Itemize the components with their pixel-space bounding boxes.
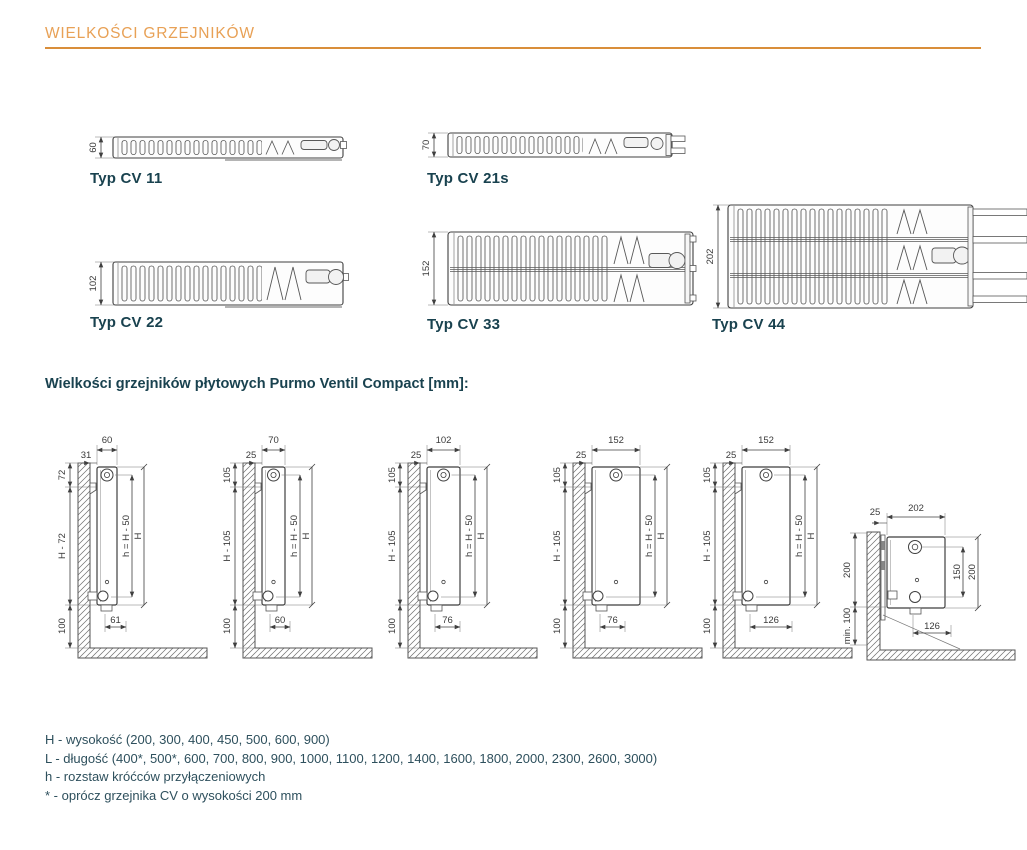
cv11-top-view-diagram bbox=[85, 128, 350, 170]
dim-wall-offset: 25 bbox=[725, 450, 737, 461]
cv33-depth-dim: 152 bbox=[421, 260, 432, 277]
side-view-diagram bbox=[45, 428, 210, 673]
dim-wall-offset: 25 bbox=[245, 450, 257, 461]
cv11-type-label: Typ CV 11 bbox=[90, 170, 163, 187]
dim-wall-offset: 25 bbox=[869, 507, 881, 518]
dim-pipe-spacing: h = H - 50 bbox=[464, 515, 475, 557]
dim-lower: 100 bbox=[222, 618, 233, 634]
dim-upper: 105 bbox=[702, 467, 713, 483]
dim-bottom: 76 bbox=[442, 615, 453, 626]
legend-line-length: L - długość (400*, 500*, 600, 700, 800, 900, 1000, 1100, 1200, 1400, 1600, 1800, 2000, 2300, 2600, 3000) bbox=[45, 750, 658, 766]
dim-top-width: 152 bbox=[608, 435, 624, 446]
cv11-radiator-body bbox=[113, 137, 347, 160]
cv22-radiator-body bbox=[113, 262, 349, 307]
cv44-radiator-body bbox=[728, 205, 1027, 308]
cv44-top-view-diagram bbox=[705, 196, 1027, 314]
page-title: WIELKOŚCI GRZEJNIKÓW bbox=[45, 25, 255, 42]
dim-wall-offset: 25 bbox=[410, 450, 422, 461]
dim-upper: 105 bbox=[387, 467, 398, 483]
radiator-corner-body bbox=[881, 535, 960, 649]
dim-top-width: 152 bbox=[758, 435, 774, 446]
cv44-type-label: Typ CV 44 bbox=[712, 316, 786, 333]
dim-pipe-spacing: h = H - 50 bbox=[289, 515, 300, 557]
dim-pipe-spacing: h = H - 50 bbox=[644, 515, 655, 557]
dim-top-width: 102 bbox=[435, 435, 452, 446]
dim-upper: 72 bbox=[57, 469, 68, 481]
dim-wall-offset: 25 bbox=[575, 450, 587, 461]
cv21s-radiator-body bbox=[448, 133, 685, 157]
dim-pipe-spacing: h = H - 50 bbox=[121, 515, 132, 557]
dim-upper: 105 bbox=[222, 467, 233, 483]
cv22-depth-dim: 102 bbox=[88, 275, 99, 292]
dim-right-inner: 150 bbox=[952, 564, 963, 580]
legend-line-spacing: h - rozstaw króćców przyłączeniowych bbox=[45, 769, 266, 785]
dim-bottom: 60 bbox=[274, 615, 286, 626]
dim-lower: 100 bbox=[552, 618, 563, 634]
dim-mid: H - 105 bbox=[387, 530, 398, 562]
cv44-depth-dim: 202 bbox=[705, 248, 716, 265]
cv11-depth-dim: 60 bbox=[88, 142, 99, 153]
section-heading: Wielkości grzejników płytowych Purmo Ventil Compact [mm]: bbox=[45, 376, 469, 392]
dim-pipe-spacing: h = H - 50 bbox=[794, 515, 805, 557]
dim-upper: 105 bbox=[552, 467, 563, 483]
legend-line-height: H - wysokość (200, 300, 400, 450, 500, 600, 900) bbox=[45, 732, 330, 747]
dim-wall-offset: 31 bbox=[80, 450, 92, 461]
radiator-side-body bbox=[88, 467, 117, 611]
cv33-type-label: Typ CV 33 bbox=[427, 316, 501, 333]
dim-height: H bbox=[656, 532, 667, 540]
legend bbox=[45, 731, 657, 805]
title-underline bbox=[45, 47, 981, 49]
dim-height: H bbox=[476, 532, 487, 540]
dim-lower: 100 bbox=[702, 618, 713, 634]
dim-lower: 100 bbox=[57, 618, 68, 634]
dim-bottom: 76 bbox=[607, 615, 618, 626]
cv21s-top-view-diagram bbox=[418, 122, 690, 168]
side-view-diagram bbox=[210, 428, 375, 673]
dim-mid: H - 105 bbox=[222, 530, 233, 562]
dim-top-width: 70 bbox=[268, 435, 279, 446]
radiator-side-body bbox=[733, 467, 790, 611]
dim-bottom: 126 bbox=[763, 615, 779, 626]
dim-bottom: 126 bbox=[924, 621, 940, 632]
dim-bottom: 61 bbox=[110, 615, 121, 626]
dim-height: H bbox=[301, 532, 312, 540]
cv21s-type-label: Typ CV 21s bbox=[427, 170, 509, 187]
dim-right-outer: 200 bbox=[967, 564, 978, 580]
dim-left-lower: min. 100 bbox=[842, 607, 853, 645]
dim-top-width: 60 bbox=[101, 435, 113, 446]
dim-mid: H - 72 bbox=[57, 533, 68, 559]
dim-mid: H - 105 bbox=[702, 530, 713, 562]
dim-height: H bbox=[133, 532, 144, 540]
cv22-type-label: Typ CV 22 bbox=[90, 314, 164, 331]
cv33-radiator-body bbox=[448, 232, 696, 305]
dim-lower: 100 bbox=[387, 618, 398, 634]
cv33-top-view-diagram bbox=[418, 220, 696, 310]
radiator-side-body bbox=[583, 467, 640, 611]
radiator-side-body bbox=[253, 467, 285, 611]
dim-top-width: 202 bbox=[908, 503, 924, 514]
corner-view-diagram bbox=[825, 465, 1025, 685]
radiator-side-body bbox=[418, 467, 460, 611]
side-view-diagram bbox=[375, 428, 540, 673]
cv22-top-view-diagram bbox=[85, 250, 350, 310]
dim-left-upper: 200 bbox=[842, 562, 853, 578]
legend-line-footnote: * - oprócz grzejnika CV o wysokości 200 mm bbox=[45, 787, 303, 803]
dim-mid: H - 105 bbox=[552, 530, 563, 562]
dim-height: H bbox=[806, 532, 817, 540]
cv21s-depth-dim: 70 bbox=[421, 139, 432, 151]
side-view-diagram bbox=[540, 428, 705, 673]
